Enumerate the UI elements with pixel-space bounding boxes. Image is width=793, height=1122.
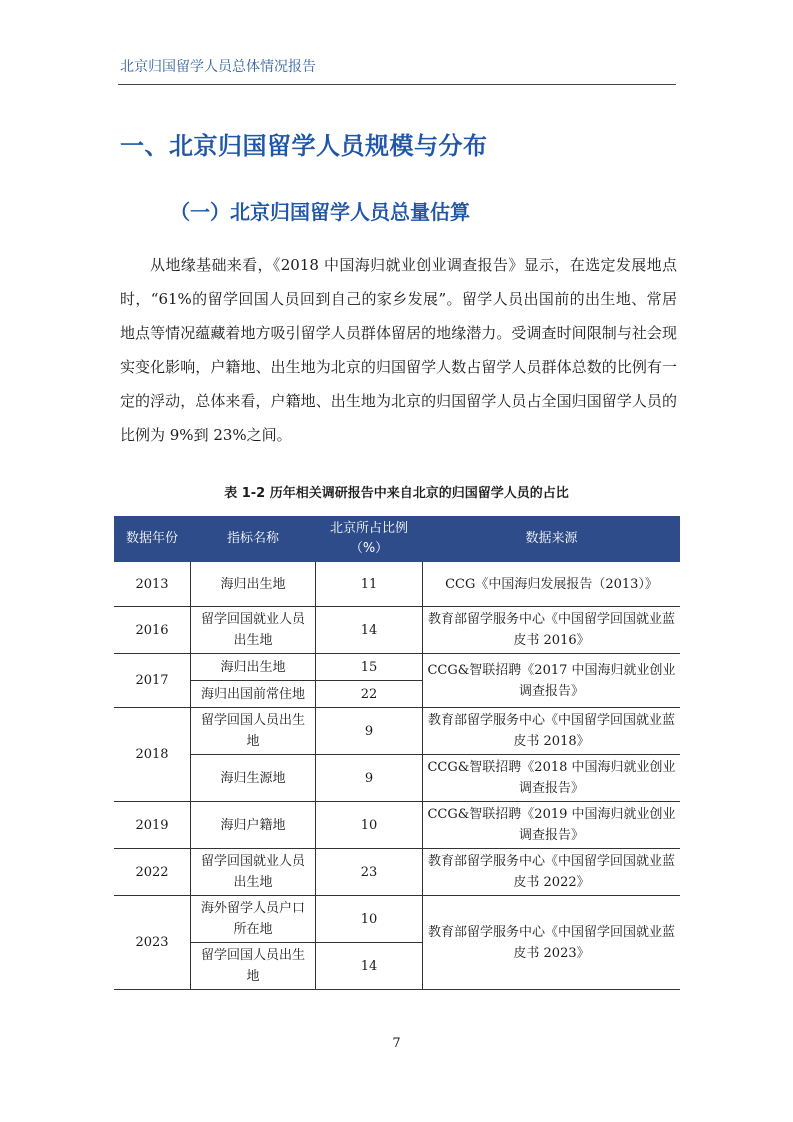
cell-percentage: 15 — [316, 654, 423, 681]
section-heading: 一、北京归国留学人员规模与分布 — [120, 132, 488, 160]
cell-indicator: 留学回国人员出生地 — [191, 708, 316, 755]
cell-source: 教育部留学服务中心《中国留学回国就业蓝皮书 2016》 — [423, 607, 681, 654]
table-row — [114, 849, 680, 896]
page-number: 7 — [392, 1036, 401, 1051]
table-row — [114, 607, 680, 654]
cell-indicator: 海归出生地 — [191, 562, 316, 607]
cell-indicator: 海外留学人员户口所在地 — [191, 896, 316, 943]
running-header: 北京归国留学人员总体情况报告 — [120, 59, 316, 75]
cell-percentage: 22 — [316, 681, 423, 708]
header-year: 数据年份 — [114, 517, 191, 562]
body-paragraph: 从地缘基础来看，《2018 中国海归就业创业调查报告》显示，在选定发展地点时，“61%的留学回国人员回到自己的家乡发展”。留学人员出国前的出生地、常居地点等情况蕴藏着地方吸引留学人员群体留居的地缘潜力。受调查时间限制与社会现实变化影响，户籍地、出生地为北京的归国留学人数占留学人员群体总数的比例有一定的浮动，总体来看，户籍地、出生地为北京的归国留学人员占全国归国留学人员的比例为 9%到 23%之间。 — [120, 256, 677, 444]
cell-indicator: 海归生源地 — [191, 755, 316, 802]
cell-source: CCG&智联招聘《2018 中国海归就业创业调查报告》 — [423, 755, 681, 802]
cell-indicator: 海归出国前常住地 — [191, 681, 316, 708]
table-row — [114, 896, 680, 943]
cell-source: 教育部留学服务中心《中国留学回国就业蓝皮书 2023》 — [423, 896, 681, 990]
cell-percentage: 11 — [316, 562, 423, 607]
data-table — [114, 516, 680, 990]
header-indicator: 指标名称 — [191, 517, 316, 562]
cell-year: 2022 — [114, 849, 191, 896]
cell-percentage: 9 — [316, 755, 423, 802]
cell-year: 2018 — [114, 708, 191, 802]
cell-indicator: 海归户籍地 — [191, 802, 316, 849]
cell-source: 教育部留学服务中心《中国留学回国就业蓝皮书 2018》 — [423, 708, 681, 755]
cell-percentage: 14 — [316, 943, 423, 990]
cell-source: CCG&智联招聘《2017 中国海归就业创业调查报告》 — [423, 654, 681, 708]
subsection-heading: （一）北京归国留学人员总量估算 — [170, 200, 470, 224]
cell-indicator: 留学回国就业人员出生地 — [191, 607, 316, 654]
cell-year: 2017 — [114, 654, 191, 708]
cell-indicator: 留学回国人员出生地 — [191, 943, 316, 990]
cell-source: 教育部留学服务中心《中国留学回国就业蓝皮书 2022》 — [423, 849, 681, 896]
cell-source: CCG&智联招聘《2019 中国海归就业创业调查报告》 — [423, 802, 681, 849]
cell-year: 2016 — [114, 607, 191, 654]
cell-percentage: 14 — [316, 607, 423, 654]
cell-source: CCG《中国海归发展报告（2013）》 — [423, 562, 681, 607]
header-divider — [118, 84, 676, 85]
cell-indicator: 留学回国就业人员出生地 — [191, 849, 316, 896]
cell-percentage: 10 — [316, 802, 423, 849]
table-caption: 表 1-2 历年相关调研报告中来自北京的归国留学人员的占比 — [224, 486, 569, 501]
table-row — [114, 802, 680, 849]
header-source: 数据来源 — [423, 517, 681, 562]
table-row — [114, 708, 680, 755]
cell-indicator: 海归出生地 — [191, 654, 316, 681]
table-header-row — [114, 517, 680, 562]
cell-percentage: 23 — [316, 849, 423, 896]
cell-year: 2023 — [114, 896, 191, 990]
cell-year: 2019 — [114, 802, 191, 849]
table-row — [114, 654, 680, 681]
cell-percentage: 10 — [316, 896, 423, 943]
table-row — [114, 562, 680, 607]
cell-percentage: 9 — [316, 708, 423, 755]
header-percentage: 北京所占比例（%） — [316, 517, 423, 562]
table-row — [114, 755, 680, 802]
cell-year: 2013 — [114, 562, 191, 607]
